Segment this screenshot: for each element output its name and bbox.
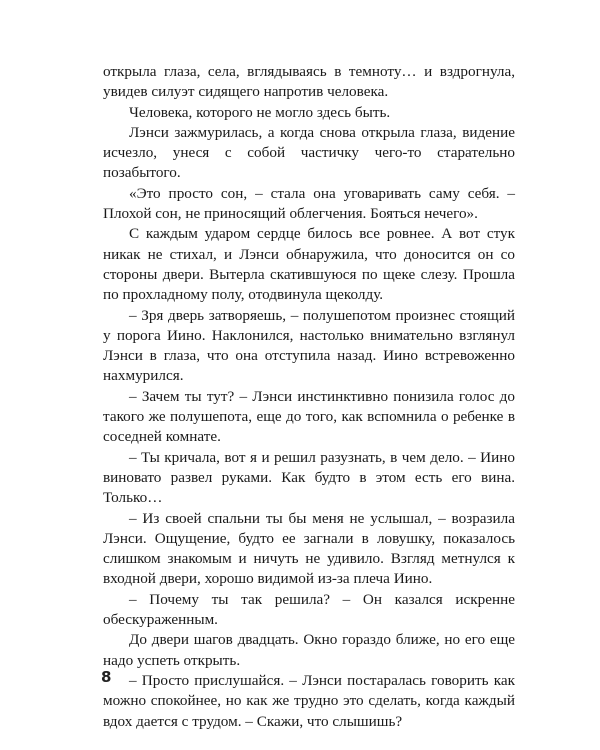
paragraph: Человека, которого не могло здесь быть. <box>129 103 391 121</box>
paragraph: – Почему ты так решила? – Он казался искренне обескураженным. <box>103 590 515 629</box>
paragraph: До двери шагов двадцать. Окно гораздо ближе, но его еще надо успеть открыть. <box>103 631 515 669</box>
paragraph: – Зря дверь затворяешь, – полушепотом произнес стоящий у порога Иино. Наклонился, настолько внимательно взглянул Лэнси в глаза, что она отступила назад. Иино встревоженно нахмурился. <box>103 306 515 385</box>
paragraph: открыла глаза, села, вглядываясь в темноту… и вздрогнула, увидев силуэт сидящего напротив человека. <box>103 63 515 101</box>
book-page-text <box>103 62 515 732</box>
paragraph: Лэнси зажмурилась, а когда снова открыла глаза, видение исчезло, унеся с собой частичку чего-то старательно позабытого. <box>103 123 515 182</box>
paragraph: – Просто прислушайся. – Лэнси постаралась говорить как можно спокойнее, но как же трудно это сделать, когда каждый вдох дается с трудом. – Скажи, что слышишь? <box>103 671 515 730</box>
paragraph: С каждым ударом сердце билось все ровнее. А вот стук никак не стихал, и Лэнси обнаружила, что доносится он со стороны двери. Вытерла скатившуюся по щеке слезу. Прошла по прохладному полу, отодвинула щеколду. <box>103 225 515 304</box>
paragraph: – Зачем ты тут? – Лэнси инстинктивно понизила голос до такого же полушепота, еще до того, как вспомнила о ребенке в соседней комнате. <box>103 387 515 446</box>
paragraph: «Это просто сон, – стала она уговаривать саму себя. – Плохой сон, не приносящий облегчения. Бояться нечего». <box>103 184 515 223</box>
page-number: 8 <box>101 668 112 686</box>
paragraph: – Ты кричала, вот я и решил разузнать, в чем дело. – Иино виновато развел руками. Как будто в этом есть его вина. Только… <box>103 448 515 507</box>
paragraph: – Из своей спальни ты бы меня не услышал, – возразила Лэнси. Ощущение, будто ее загнали в ловушку, показалось слишком знакомым и ничуть не удивило. Взгляд метнулся к входной двери, хорошо видимой из-за плеча Иино. <box>103 509 515 588</box>
